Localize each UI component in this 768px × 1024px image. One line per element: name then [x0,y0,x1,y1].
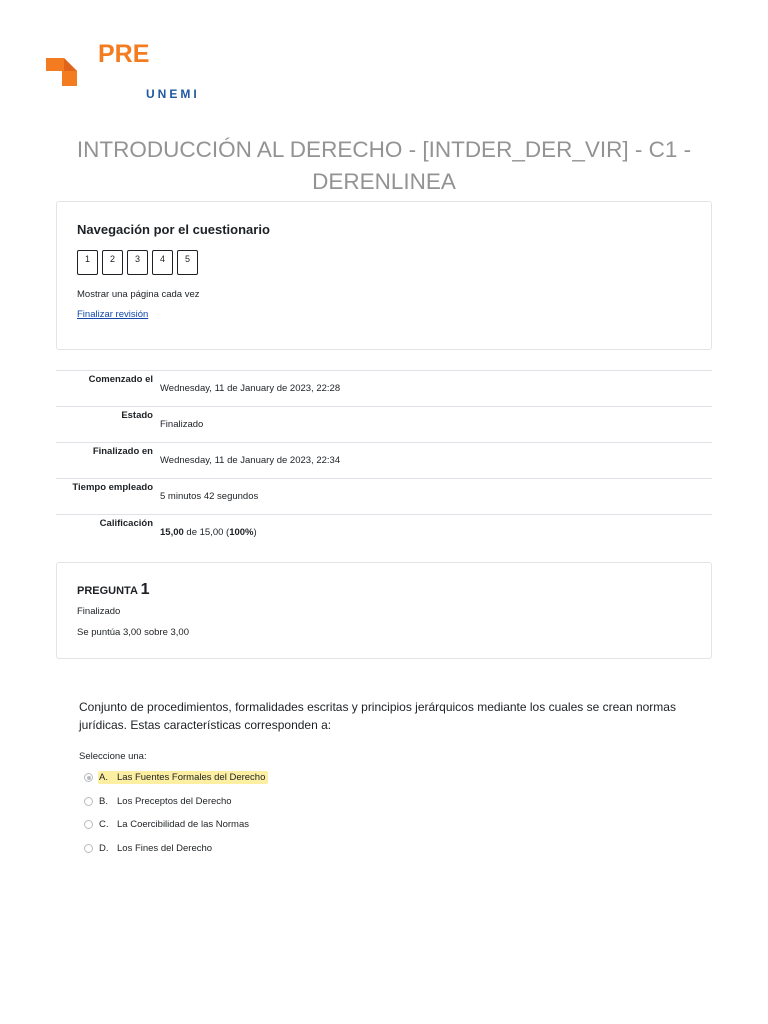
question-grade: Se puntúa 3,00 sobre 3,00 [77,627,189,638]
grade-close: ) [253,527,257,538]
answer-letter: A. [99,772,108,784]
summary-value: 5 minutos 42 segundos [160,491,259,502]
summary-row-time [56,478,712,514]
grade-score: 15,00 [160,527,184,538]
unemi-pre-logo [44,40,224,102]
question-nav-button-4[interactable]: 4 [152,250,173,275]
logo-pre-text: PRE [98,40,150,68]
logo-mark-icon [46,58,78,88]
answer-text: Los Preceptos del Derecho [117,795,232,807]
question-heading [77,581,149,599]
question-number: 1 [140,581,150,598]
answer-body [98,795,235,808]
summary-label: Calificación [99,518,153,529]
summary-value: Wednesday, 11 de January de 2023, 22:28 [160,383,341,394]
summary-row-grade [56,514,712,550]
question-nav-button-2[interactable]: 2 [102,250,123,275]
answer-option-c[interactable] [84,813,268,837]
summary-value: Finalizado [160,419,204,430]
question-state: Finalizado [77,606,121,617]
finish-review-link[interactable]: Finalizar revisión [77,309,149,320]
grade-percent: 100% [229,527,254,538]
question-text: Conjunto de procedimientos, formalidades escritas y principios jerárquicos mediante los cuales se crean normas jurídicas. Estas características corresponden a: [79,700,676,732]
answer-radio[interactable] [84,773,93,782]
summary-row-started [56,370,712,406]
page-title: INTRODUCCIÓN AL DERECHO - [INTDER_DER_VIR] - C1 - DERENLINEA [76,137,692,194]
summary-value [160,527,257,538]
answer-letter: C. [99,819,109,831]
answer-options [84,766,268,860]
answer-text: Las Fuentes Formales del Derecho [117,772,266,784]
grade-of: de 15,00 ( [183,527,230,538]
answer-letter: D. [99,842,109,854]
answer-option-b[interactable] [84,790,268,814]
question-nav-button-5[interactable]: 5 [177,250,198,275]
answer-letter: B. [99,795,108,807]
question-info-card [56,562,712,659]
answer-option-a[interactable] [84,766,268,790]
show-one-page-link[interactable]: Mostrar una página cada vez [77,289,200,300]
answer-option-d[interactable] [84,837,268,861]
summary-label: Tiempo empleado [72,482,153,493]
summary-row-state [56,406,712,442]
quiz-navigation-title: Navegación por el cuestionario [77,222,270,237]
summary-row-finished [56,442,712,478]
summary-label: Estado [121,410,153,421]
answer-body [98,842,215,855]
quiz-navigation-panel [56,201,712,350]
logo-unemi-text: UNEMI [146,87,200,101]
answer-body [98,818,252,831]
attempt-summary-table [56,370,712,550]
select-one-label: Seleccione una: [79,751,147,762]
answer-text: La Coercibilidad de las Normas [117,819,250,831]
answer-body [98,771,268,784]
answer-radio[interactable] [84,844,93,853]
question-nav-button-1[interactable]: 1 [77,250,98,275]
answer-radio[interactable] [84,797,93,806]
question-nav-button-3[interactable]: 3 [127,250,148,275]
summary-value: Wednesday, 11 de January de 2023, 22:34 [160,455,341,466]
question-nav-buttons [77,250,198,275]
answer-radio[interactable] [84,820,93,829]
summary-label: Finalizado en [92,446,153,457]
summary-label: Comenzado el [88,374,153,385]
question-label: PREGUNTA [77,585,138,597]
answer-text: Los Fines del Derecho [117,842,213,854]
